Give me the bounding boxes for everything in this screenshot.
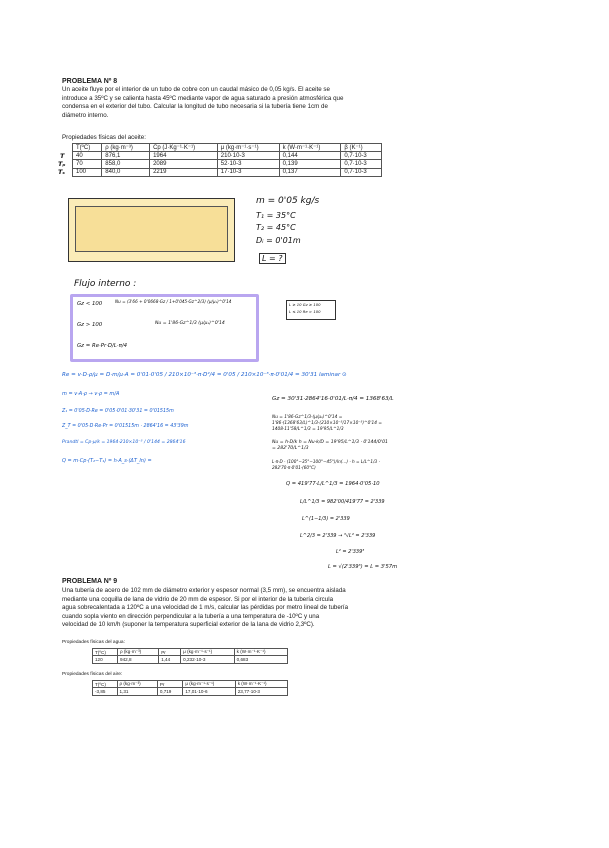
column-header: k (W·m⁻¹·K⁻¹): [235, 681, 287, 688]
statement-line: velocidad de 10 km/h (suponer la temperatura superficial exterior de la lana de vidrio 2,3ºC).: [62, 621, 315, 629]
table-cell: 0,137: [279, 168, 341, 176]
statement-line: condensa en el exterior del tubo. Calcular la longitud de tubo necesaria si la tubería tiene 1cm de: [62, 103, 328, 111]
table-cell: 0,232·10-3: [181, 656, 234, 663]
row-tag: Tₛ: [58, 168, 65, 176]
problem9-statement: [62, 587, 380, 630]
table-cell: 0,139: [279, 160, 341, 168]
box-formula: Nu = (3'66 + 0'0668·Gz / 1+0'045·Gz^2/3) (μ/μₛ)^0'14: [115, 299, 232, 304]
box-formula: Nu = 1'86·Gz^1/3 (μ/μₛ)^0'14: [155, 321, 225, 326]
table-cell: 210·10-3: [217, 152, 279, 160]
table-cell: 23,77·10-3: [235, 688, 287, 695]
table-row: [73, 152, 382, 160]
table-cell: 0,719: [157, 688, 182, 695]
table-cell: 52·10-3: [217, 160, 279, 168]
criteria-box: [286, 300, 336, 320]
l-square-step: L² = 2'339³: [336, 549, 365, 555]
table-cell: 0,7·10-3: [341, 152, 382, 160]
heat-balance: Q = m·Cp·(T₂−T₁) = h·A_s·(ΔT_ln) =: [62, 458, 152, 464]
table-cell: -3,85: [93, 688, 118, 695]
l-ratio-calc: L/L^1/3 = 982'00/419'77 = 2'339: [300, 499, 385, 505]
column-header: ρ (kg·m⁻³): [102, 144, 150, 152]
table-header-row: [93, 681, 288, 688]
table-cell: 100: [73, 168, 102, 176]
correlations-box: [70, 294, 259, 362]
table-cell: 17,01·10-6: [183, 688, 235, 695]
oil-props-caption: Propiedades físicas del aceite:: [62, 134, 146, 141]
table-cell: 40: [73, 152, 102, 160]
h-coefficient-calc: Nu = h·D/k h = Nu·k/D = 19'95/L^1/3 · 0'144/0'01 = 282'70/L^1/3: [272, 440, 388, 451]
table-cell: 2219: [150, 168, 218, 176]
problem9-title: PROBLEMA Nº 9: [62, 578, 118, 585]
graetz-calc: Gz = 30'31·2864'16·0'01/L·π/4 = 1368'63/L: [272, 396, 394, 402]
table-row: [73, 168, 382, 176]
column-header: μ (kg·m⁻¹·s⁻¹): [181, 649, 234, 656]
nusselt-calc: Nu = 1'86·Gz^1/3·(μ/μₛ)^0'14 = 1'86·(1368'63/L)^1/3·(210×10⁻³/17×10⁻³)^0'14 = 1408·11'58/L^1/3 = 19'95/L^1/3: [272, 415, 382, 432]
table-cell: 2089: [150, 160, 218, 168]
tube-core: [75, 206, 228, 252]
heat-transfer-calc: L·π·D · (100°−35°−100°−45°)/ln(...) · h = L/L^1/3 · 282'70·π·0'01·(60°C): [272, 459, 380, 470]
row-tag: Tₚ: [58, 160, 66, 168]
air-props-caption: Propiedades físicas del aire:: [62, 672, 123, 677]
column-header: T(ºC): [93, 649, 118, 656]
table-cell: 17·10-3: [217, 168, 279, 176]
table-cell: 120: [93, 656, 118, 663]
statement-line: diámetro interno.: [62, 111, 109, 119]
length-result: L = √(2'339³) = L = 3'57m: [328, 564, 398, 570]
column-header: Pr: [157, 681, 182, 688]
water-props-caption: Propiedades físicas del agua:: [62, 640, 125, 645]
reynolds-calc: Re = v·D·ρ/μ = D·m/μ·A = 0'01·0'05 / 210×10⁻³·π·D²/4 = 0'05 / 210×10⁻³·π·0'01/4 = 30'31 laminar ⊙: [62, 372, 347, 378]
l-power-step: L^2/3 = 2'339 → ³√L² = 2'339: [300, 533, 376, 539]
given-diameter: Dᵢ = 0'01m: [256, 236, 301, 245]
statement-line: cuando sopla viento en dirección perpendicular a la tubería a una temperatura de -10ºC y una: [62, 612, 320, 620]
water-properties-table: [92, 648, 288, 664]
table-header-row: [93, 649, 288, 656]
mass-flow-relation: m = v·A·ρ → v·ρ = m/A: [62, 391, 120, 397]
column-header: Cp (J·Kg⁻¹·K⁻¹): [150, 144, 218, 152]
table-row: [73, 160, 382, 168]
table-cell: 876,1: [102, 152, 150, 160]
table-row: [93, 656, 288, 663]
statement-line: mediante una coquilla de lana de vidrio de 20 mm de espesor. Si por el interior de la tubería circula: [62, 595, 334, 603]
table-cell: 0,144: [279, 152, 341, 160]
column-header: k (W·m⁻¹·K⁻¹): [234, 649, 287, 656]
statement-line: Una tubería de acero de 102 mm de diámetro exterior y espesor normal (3,5 mm), se encuentra aislada: [62, 587, 346, 594]
table-row: [93, 688, 288, 695]
problem8-statement: [62, 86, 380, 120]
given-mass-flow: m = 0'05 kg/s: [256, 196, 320, 206]
prandtl-calc: Prandtl = Cp·μ/k = 1964·210×10⁻³ / 0'144 = 2864'16: [62, 440, 186, 445]
l-power-step: L^(1−1/3) = 2'339: [302, 516, 350, 522]
table-cell: 942,8: [118, 656, 159, 663]
criteria-line: L ≤ 10 Re > 100: [289, 309, 321, 314]
column-header: Pr: [159, 649, 181, 656]
table-cell: 1,31: [117, 688, 157, 695]
box-formula: Gz = Re·Pr·D/L·π/4: [77, 343, 128, 349]
column-header: ρ (kg·m⁻³): [118, 649, 159, 656]
column-header: ρ (kg·m⁻³): [117, 681, 157, 688]
column-header: T(ºC): [93, 681, 118, 688]
box-condition: Gz < 100: [77, 301, 103, 307]
table-cell: 0,7·10-3: [341, 168, 382, 176]
tube-drawing: [68, 198, 235, 262]
table-cell: 1964: [150, 152, 218, 160]
statement-line: agua sobrecalentada a 120ºC a una velocidad de 1 m/s, calcular las pérdidas por metro lineal de tubería: [62, 604, 349, 612]
table-cell: 0,683: [234, 656, 287, 663]
table-cell: 0,7·10-3: [341, 160, 382, 168]
table-cell: 858,0: [102, 160, 150, 168]
q-equation: Q = 419'77·L/L^1/3 = 1964·0'05·10: [286, 481, 380, 487]
given-t1: T₁ = 35°C: [256, 211, 296, 220]
flujo-interno-heading: Flujo interno :: [74, 279, 137, 289]
table-cell: 840,0: [102, 168, 150, 176]
given-t2: T₂ = 45°C: [256, 223, 296, 232]
statement-line: Un aceite fluye por el interior de un tubo de cobre con un caudal másico de 0,05 kg/s. El aceite se: [62, 86, 330, 93]
table-header-row: [73, 144, 382, 152]
column-header: μ (kg·m⁻¹·s⁻¹): [183, 681, 235, 688]
air-properties-table: [92, 680, 288, 696]
statement-line: introduce a 35ºC y se calienta hasta 45ºC mediante vapor de agua saturado a presión atmosférica que: [62, 94, 344, 102]
z1-calc: Z₁ = 0'05·D·Re = 0'05·0'01·30'31 = 0'01515m: [62, 409, 174, 414]
box-condition: Gz > 100: [77, 322, 103, 328]
column-header: T(ºC): [73, 144, 102, 152]
column-header: k (W·m⁻¹·K⁻¹): [279, 144, 341, 152]
oil-properties-table: [72, 143, 382, 177]
problem8-title: PROBLEMA Nº 8: [62, 78, 118, 85]
zt-calc: Z_T = 0'05·D·Re·Pr = 0'01515m · 2864'16 = 43'39m: [62, 424, 189, 429]
table-cell: 1,44: [159, 656, 181, 663]
unknown-length-box: L = ?: [259, 253, 286, 264]
criteria-line: L ≥ 10 Gz ≥ 100: [289, 302, 321, 307]
row-tag: T: [60, 152, 65, 160]
column-header: β (K⁻¹): [341, 144, 382, 152]
column-header: μ (kg·m⁻¹·s⁻¹): [217, 144, 279, 152]
table-cell: 70: [73, 160, 102, 168]
